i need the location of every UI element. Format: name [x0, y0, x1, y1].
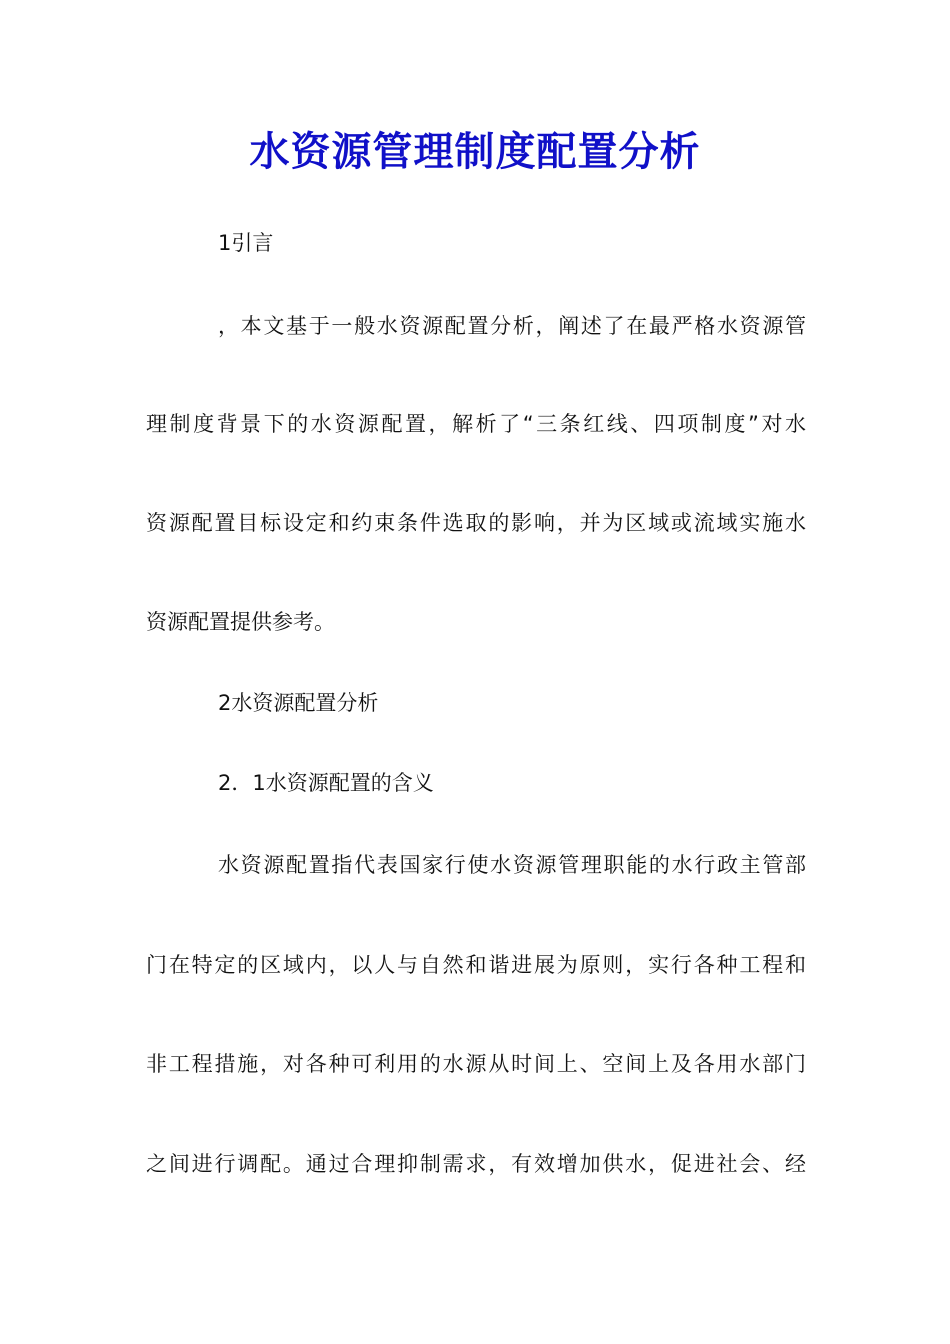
paragraph-line: 非工程措施，对各种可利用的水源从时间上、空间上及各用水部门: [146, 1052, 806, 1076]
paragraph-line: 资源配置提供参考。: [146, 610, 335, 634]
paragraph-line: 门在特定的区域内，以人与自然和谐进展为原则，实行各种工程和: [146, 953, 806, 977]
paragraph-line: 之间进行调配。通过合理抑制需求，有效增加供水，促进社会、经: [146, 1152, 806, 1176]
subsection-heading-meaning: 2．1水资源配置的含义: [218, 771, 434, 795]
section-heading-analysis: 2水资源配置分析: [218, 691, 379, 715]
paragraph-line: 理制度背景下的水资源配置，解析了“三条红线、四项制度”对水: [146, 412, 806, 436]
paragraph-line: 水资源配置指代表国家行使水资源管理职能的水行政主管部: [218, 853, 806, 877]
paragraph-line: ，本文基于一般水资源配置分析，阐述了在最严格水资源管: [218, 314, 806, 338]
paragraph-line: 资源配置目标设定和约束条件选取的影响，并为区域或流域实施水: [146, 511, 806, 535]
section-heading-introduction: 1引言: [218, 231, 274, 255]
document-title: 水资源管理制度配置分析: [249, 128, 701, 175]
